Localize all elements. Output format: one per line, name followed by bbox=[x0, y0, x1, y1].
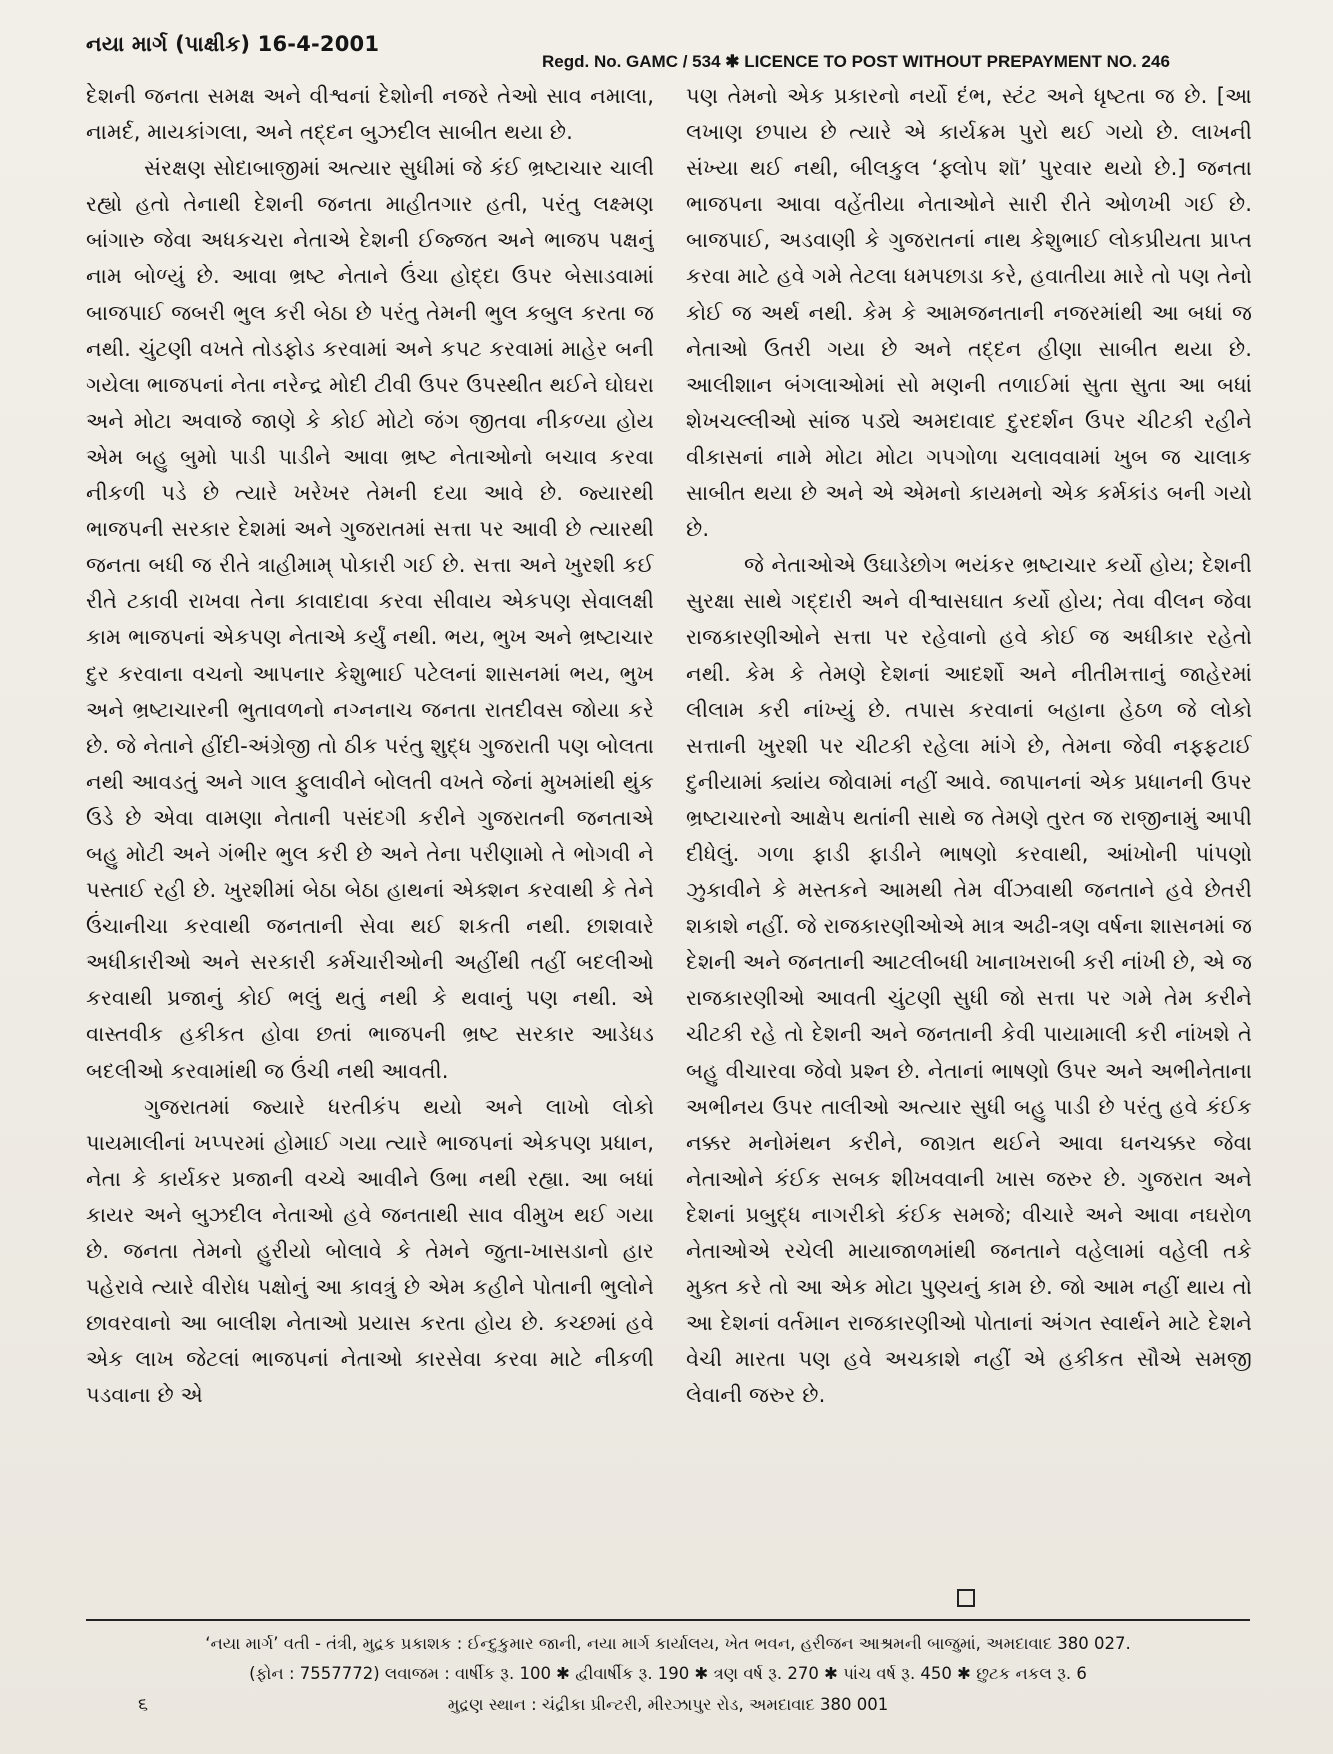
article-end-mark bbox=[957, 1589, 975, 1607]
paragraph: ગુજરાતમાં જ્યારે ધરતીકંપ થયો અને લાખો લોકો પાયમાલીનાં ખપ્પરમાં હોમાઈ ગયા ત્યારે ભાજપનાં એકપણ પ્રધાન, નેતા કે કાર્યકર પ્રજાની વચ્ચે આવીને ઉભા નથી રહ્યા. આ બધાં કાયર અને બુઝદીલ નેતાઓ હવે જનતાથી સાવ વીમુખ થઈ ગયા છે. જનતા તેમનો હુરીયો બોલાવે કે તેમને જુતા-ખાસડાનો હાર પહેરાવે ત્યારે વીરોધ પક્ષોનું આ કાવત્રું છે એમ કહીને પોતાની ભુલોને છાવરવાનો આ બાલીશ નેતાઓ પ્રયાસ કરતા હોય છે. કચ્છમાં હવે એક લાખ જેટલાં ભાજપનાં નેતાઓ કારસેવા કરવા માટે નીકળી પડવાના છે એ bbox=[86, 1093, 654, 1408]
paragraph: સંરક્ષણ સોદાબાજીમાં અત્યાર સુધીમાં જે કંઈ ભ્રષ્ટાચાર ચાલી રહ્યો હતો તેનાથી દેશની જનતા માહીતગાર હતી, પરંતુ લક્ષ્મણ બાંગારુ જેવા અધકચરા નેતાએ દેશની ઈજ્જત અને ભાજપ પક્ષનું નામ બોળ્યું છે. આવા ભ્રષ્ટ નેતાને ઉંચા હોદ્દા ઉપર બેસાડવામાં બાજપાઈ જબરી ભુલ કરી બેઠા છે પરંતુ તેમની ભુલ કબુલ કરતા જ નથી. ચુંટણી વખતે તોડફોડ કરવામાં અને કપટ કરવામાં માહેર બની ગયેલા ભાજપનાં નેતા નરેન્દ્ર મોદી ટીવી ઉપર ઉપસ્થીત થઈને ઘોઘરા અને મોટા અવાજે જાણે કે કોઈ મોટો જંગ જીતવા નીકળ્યા હોય એમ બહુ બુમો પાડી પાડીને આવા ભ્રષ્ટ નેતાઓનો બચાવ કરવા નીકળી પડે છે ત્યારે ખરેખર તેમની દયા આવે છે. જ્યારથી ભાજપની સરકાર દેશમાં અને ગુજરાતમાં સત્તા પર આવી છે ત્યારથી જનતા બધી જ રીતે ત્રાહીમામ્ પોકારી ગઈ છે. સત્તા અને ખુરશી કઈ રીતે ટકાવી રાખવા તેના કાવાદાવા કરવા સીવાય એકપણ સેવાલક્ષી કામ ભાજપનાં એકપણ નેતાએ કર્યું નથી. ભય, ભુખ અને ભ્રષ્ટાચાર દુર કરવાના વચનો આપનાર કેશુભાઈ પટેલનાં શાસનમાં ભય, ભુખ અને ભ્રષ્ટાચારની ભુતાવળનો નગ્નનાચ જનતા રાતદીવસ જોયા કરે છે. જે નેતાને હીંદી-અંગ્રેજી તો ઠીક પરંતુ શુદ્ધ ગુજરાતી પણ બોલતા નથી આવડતું અને ગાલ ફુલાવીને બોલતી વખતે જેનાં મુખમાંથી થુંક ઉડે છે એવા વામણા નેતાની પસંદગી કરીને ગુજરાતની જનતાએ બહુ મોટી અને ગંભીર ભુલ કરી છે અને તેના પરીણામો તે ભોગવી ને પસ્તાઈ રહી છે. ખુરશીમાં બેઠા બેઠા હાથનાં એક્શન કરવાથી કે તેને ઉંચાનીચા કરવાથી જનતાની સેવા થઈ શકતી નથી. છાશવારે અધીકારીઓ અને સરકારી કર્મચારીઓની અહીંથી તહીં બદલીઓ કરવાથી પ્રજાનું કોઈ ભલું થતું નથી કે થવાનું પણ નથી. એ વાસ્તવીક હકીકત હોવા છતાં ભાજપની ભ્રષ્ટ સરકાર આડેધડ બદલીઓ કરવામાંથી જ ઉંચી નથી આવતી. bbox=[86, 155, 654, 1083]
footer-divider bbox=[86, 1619, 1250, 1621]
imprint-line: ‘નયા માર્ગ’ વતી - તંત્રી, મુદ્રક પ્રકાશક : ઈન્દુકુમાર જાની, નયા માર્ગ કાર્યાલય, ખેત ભવન, હરીજન આશ્રમની બાજુમાં, અમદાવાદ 380 027. bbox=[205, 1634, 1131, 1653]
paragraph: દેશની જનતા સમક્ષ અને વીશ્વનાં દેશોની નજરે તેઓ સાવ નમાલા, નામર્દ, માયકાંગલા, અને તદ્દન બુઝદીલ સાબીત થયા છે. bbox=[86, 83, 654, 145]
right-column bbox=[686, 78, 1252, 1620]
subscription-line: (ફોન : 7557772) લવાજમ : વાર્ષીક રૂ. 100 ✱ દ્વીવાર્ષીક રૂ. 190 ✱ ત્રણ વર્ષ રૂ. 270 ✱ પાંચ વર્ષ રૂ. 450 ✱ છુટક નકલ રૂ. 6 bbox=[249, 1664, 1087, 1683]
paragraph: પણ તેમનો એક પ્રકારનો નર્યો દંભ, સ્ટંટ અને ધૃષ્ટતા જ છે. [આ લખાણ છપાય છે ત્યારે એ કાર્યક્રમ પુરો થઈ ગયો છે. લાખની સંખ્યા થઈ નથી, બીલકુલ ‘ફ્લોપ શૉ’ પુરવાર થયો છે.] જનતા ભાજપના આવા વહેંતીયા નેતાઓને સારી રીતે ઓળખી ગઈ છે. બાજપાઈ, અડવાણી કે ગુજરાતનાં નાથ કેશુભાઈ લોકપ્રીયતા પ્રાપ્ત કરવા માટે હવે ગમે તેટલા ધમપછાડા કરે, હવાતીયા મારે તો પણ તેનો કોઈ જ અર્થ નથી. કેમ કે આમજનતાની નજરમાંથી આ બધાં જ નેતાઓ ઉતરી ગયા છે અને તદ્દન હીણા સાબીત થયા છે. આલીશાન બંગલાઓમાં સો મણની તળાઈમાં સુતા સુતા આ બધાં શેખચલ્લીઓ સાંજ પડ્યે અમદાવાદ દુરદર્શન ઉપર ચીટકી રહીને વીકાસનાં નામે મોટા મોટા ગપગોળા ચલાવવામાં ખુબ જ ચાલાક સાબીત થયા છે અને એ એમનો કાયમનો એક કર્મકાંડ બની ગયો છે. bbox=[686, 83, 1252, 542]
masthead-date: નયા માર્ગ (પાક્ષીક) 16-4-2001 bbox=[86, 32, 380, 56]
printing-line: મુદ્રણ સ્થાન : ચંદ્રીકા પ્રીન્ટરી, મીરઝાપુર રોડ, અમદાવાદ 380 001 bbox=[447, 1695, 889, 1714]
left-column bbox=[86, 78, 654, 1620]
registration-line: Regd. No. GAMC / 534 ✱ LICENCE TO POST WITHOUT PREPAYMENT NO. 246 bbox=[542, 52, 1170, 71]
paragraph: જે નેતાઓએ ઉઘાડેછોગ ભયંકર ભ્રષ્ટાચાર કર્યો હોય; દેશની સુરક્ષા સાથે ગદ્દારી અને વીશ્વાસઘાત કર્યો હોય; તેવા વીલન જેવા રાજકારણીઓને સત્તા પર રહેવાનો હવે કોઈ જ અધીકાર રહેતો નથી. કેમ કે તેમણે દેશનાં આદર્શો અને નીતીમત્તાનું જાહેરમાં લીલામ કરી નાંખ્યું છે. તપાસ કરવાનાં બહાના હેઠળ જે લોકો સત્તાની ખુરશી પર ચીટકી રહેલા માંગે છે, તેમના જેવી નફ્ફટાઈ દુનીયામાં ક્યાંય જોવામાં નહીં આવે. જાપાનનાં એક પ્રધાનની ઉપર ભ્રષ્ટાચારનો આક્ષેપ થતાંની સાથે જ તેમણે તુરત જ રાજીનામું આપી દીધેલું. ગળા ફાડી ફાડીને ભાષણો કરવાથી, આંખોની પાંપણો ઝુકાવીને કે મસ્તકને આમથી તેમ વીંઝવાથી જનતાને હવે છેતરી શકાશે નહીં. જે રાજકારણીઓએ માત્ર અઢી-ત્રણ વર્ષના શાસનમાં જ દેશની અને જનતાની આટલીબધી ખાનાખરાબી કરી નાંખી છે, એ જ રાજકારણીઓ આવતી ચુંટણી સુધી જો સત્તા પર ગમે તેમ કરીને ચીટકી રહે તો દેશની અને જનતાની કેવી પાયામાલી કરી નાંખશે તે બહુ વીચારવા જેવો પ્રશ્ન છે. નેતાનાં ભાષણો ઉપર અને અભીનેતાના અભીનય ઉપર તાલીઓ અત્યાર સુધી બહુ પાડી છે પરંતુ હવે કંઈક નક્કર મનોમંથન કરીને, જાગ્રત થઈને આવા ઘનચક્કર જેવા નેતાઓને કંઈક સબક શીખવવાની ખાસ જરુર છે. ગુજરાત અને દેશનાં પ્રબુદ્ધ નાગરીકો કંઈક સમજે; વીચારે અને આવા નઘરોળ નેતાઓએ રચેલી માયાજાળમાંથી જનતાને વહેલામાં વહેલી તકે મુક્ત કરે તો આ એક મોટા પુણ્યનું કામ છે. જો આમ નહીં થાય તો આ દેશનાં વર્તમાન રાજકારણીઓ પોતાનાં અંગત સ્વાર્થને માટે દેશને વેચી મારતા પણ હવે અચકાશે નહીં એ હકીકત સૌએ સમજી લેવાની જરુર છે. bbox=[686, 552, 1252, 1408]
page-number: ૬ bbox=[138, 1694, 149, 1715]
